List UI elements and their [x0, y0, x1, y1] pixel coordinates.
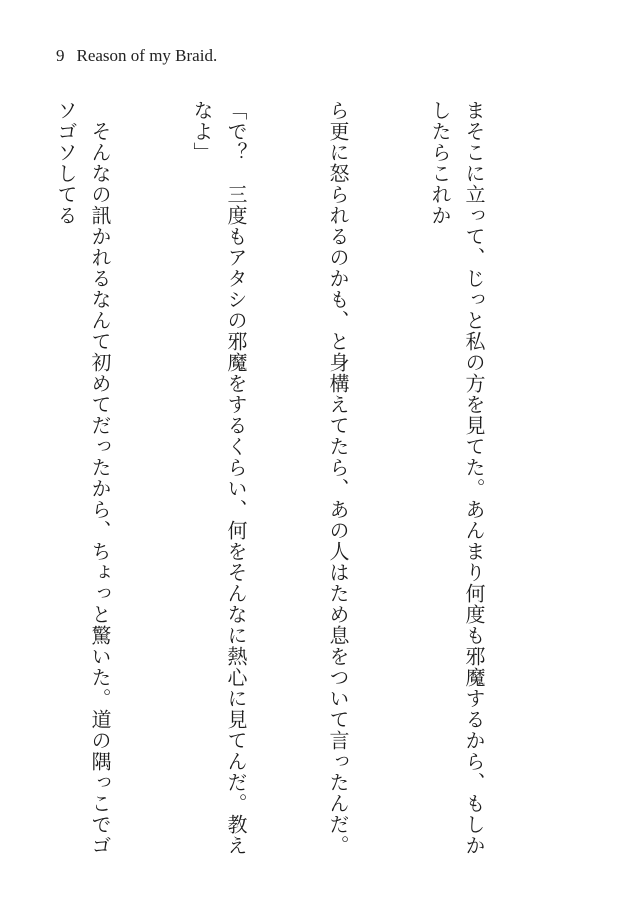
running-title: Reason of my Braid. [76, 46, 218, 65]
text-line: そんなの訊かれるなんて初めてだったから、ちょっと驚いた。道の隅っこでゴソゴソしてる [54, 100, 112, 856]
text-line: 「で？ 三度もアタシの邪魔をするくらい、何をそんなに熱心に見てんだ。教えなよ」 [190, 100, 248, 856]
text-line: ら更に怒られるのかも、と身構えてたら、あの人はため息をついて言ったんだ。 [326, 100, 350, 856]
vertical-text-body [54, 100, 559, 860]
text-line: まそこに立って、じっと私の方を見てた。あんまり何度も邪魔するから、もしかしたらこれか [428, 100, 486, 856]
page-number: 9 [56, 46, 65, 65]
page-header [56, 46, 217, 66]
